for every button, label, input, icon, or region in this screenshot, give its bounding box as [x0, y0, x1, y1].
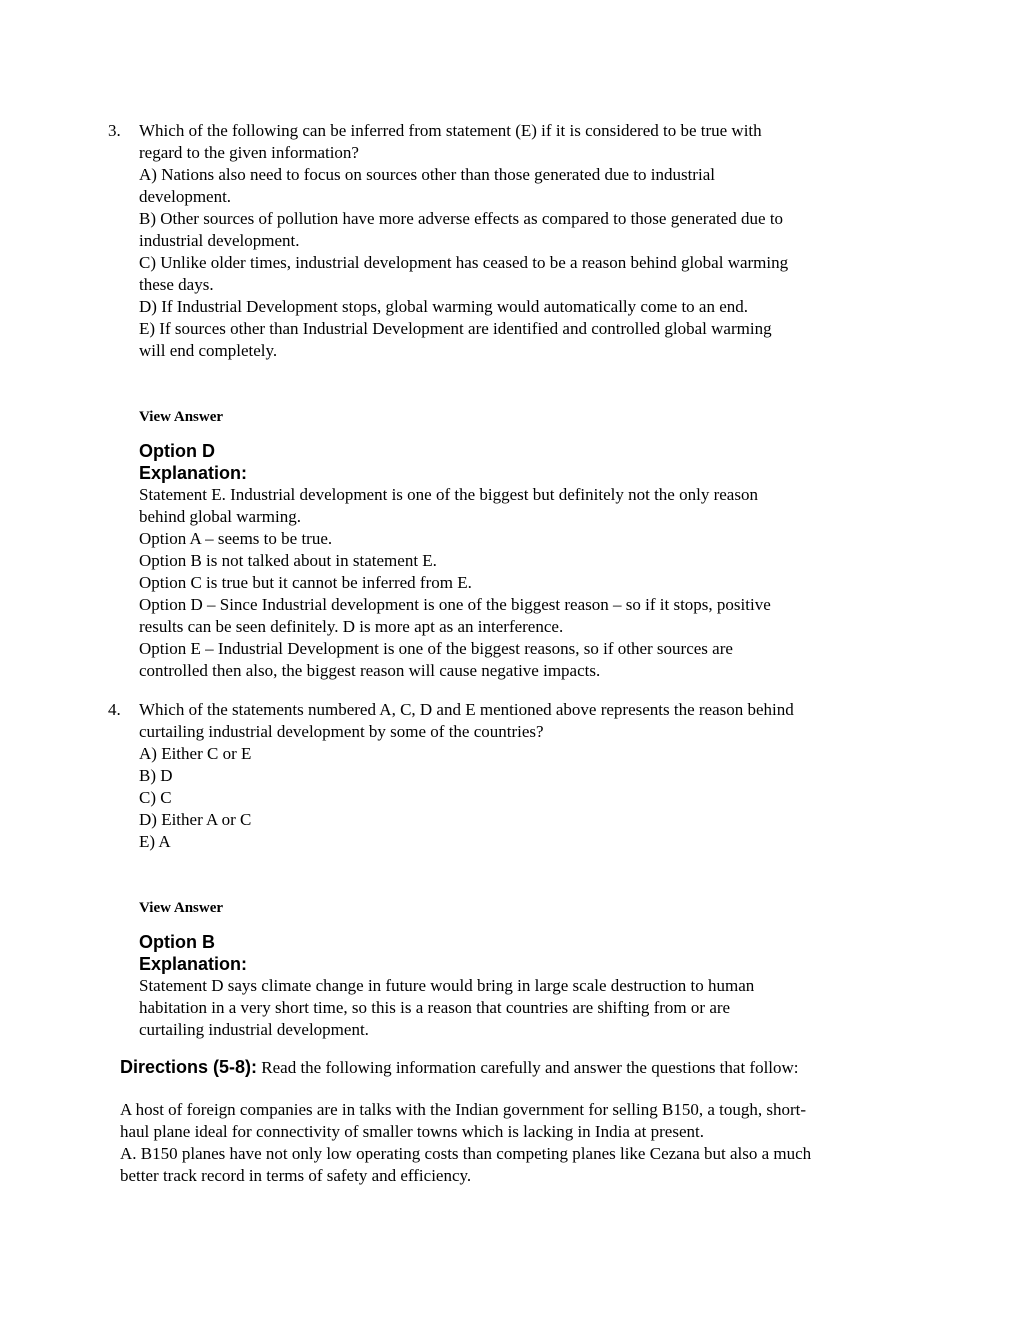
explanation-line: curtailing industrial development. — [139, 1020, 369, 1039]
answer-4 — [139, 931, 919, 1041]
view-answer-link-4[interactable]: View Answer — [139, 900, 224, 916]
explanation-line: Option E – Industrial Development is one of the biggest reasons, so if other sources are — [139, 639, 733, 658]
directions — [120, 1056, 799, 1079]
explanation-line: Option B is not talked about in statement E. — [139, 551, 437, 570]
option-c: these days. — [139, 275, 214, 294]
explanation-line: habitation in a very short time, so this is a reason that countries are shifting from or are — [139, 998, 731, 1017]
directions-label: Directions (5-8): — [120, 1057, 258, 1077]
passage-line: A host of foreign companies are in talks with the Indian government for selling B150, a tough, short- — [120, 1100, 807, 1119]
question-text: curtailing industrial development by some of the countries? — [139, 722, 544, 741]
answer-3 — [139, 440, 919, 682]
explanation-label: Explanation: — [139, 463, 248, 483]
question-3-body — [139, 120, 908, 362]
option-e: E) If sources other than Industrial Development are identified and controlled global warming — [139, 319, 772, 338]
question-number: 3. — [108, 121, 121, 140]
explanation-line: Statement E. Industrial development is one of the biggest but definitely not the only reason — [139, 485, 758, 504]
option-a: A) Nations also need to focus on sources other than those generated due to industrial — [139, 165, 715, 184]
passage-line: A. B150 planes have not only low operating costs than competing planes like Cezana but also a much — [120, 1144, 812, 1163]
explanation-line: Statement D says climate change in future would bring in large scale destruction to human — [139, 976, 755, 995]
explanation-line: Option C is true but it cannot be inferred from E. — [139, 573, 472, 592]
explanation-line: behind global warming. — [139, 507, 301, 526]
option-c: C) Unlike older times, industrial development has ceased to be a reason behind global warming — [139, 253, 789, 272]
option-d: D) If Industrial Development stops, global warming would automatically come to an end. — [139, 297, 749, 316]
option-c: C) C — [139, 788, 172, 807]
question-text: regard to the given information? — [139, 143, 359, 162]
explanation-line: controlled then also, the biggest reason will cause negative impacts. — [139, 661, 601, 680]
explanation-line: results can be seen definitely. D is more apt as an interference. — [139, 617, 564, 636]
question-3 — [108, 120, 908, 362]
explanation-label: Explanation: — [139, 954, 248, 974]
question-text: Which of the following can be inferred from statement (E) if it is considered to be true with — [139, 121, 762, 140]
directions-text: Read the following information carefully and answer the questions that follow: — [257, 1058, 799, 1077]
question-4 — [108, 699, 908, 853]
explanation-line: Option D – Since Industrial development is one of the biggest reason – so if it stops, positive — [139, 595, 771, 614]
option-e: E) A — [139, 832, 171, 851]
passage-line: better track record in terms of safety and efficiency. — [120, 1166, 472, 1185]
option-d: D) Either A or C — [139, 810, 252, 829]
option-b: B) D — [139, 766, 173, 785]
question-text: Which of the statements numbered A, C, D and E mentioned above represents the reason behind — [139, 700, 794, 719]
option-a: A) Either C or E — [139, 744, 252, 763]
question-number: 4. — [108, 700, 121, 719]
explanation-line: Option A – seems to be true. — [139, 529, 333, 548]
passage-line: haul plane ideal for connectivity of smaller towns which is lacking in India at present. — [120, 1122, 704, 1141]
answer-option: Option D — [139, 441, 215, 461]
answer-option: Option B — [139, 932, 215, 952]
option-b: industrial development. — [139, 231, 300, 250]
passage — [120, 1099, 920, 1187]
option-e: will end completely. — [139, 341, 278, 360]
view-answer-link-3[interactable]: View Answer — [139, 409, 224, 425]
option-a: development. — [139, 187, 232, 206]
option-b: B) Other sources of pollution have more adverse effects as compared to those generated due to — [139, 209, 784, 228]
question-4-body — [139, 699, 908, 853]
